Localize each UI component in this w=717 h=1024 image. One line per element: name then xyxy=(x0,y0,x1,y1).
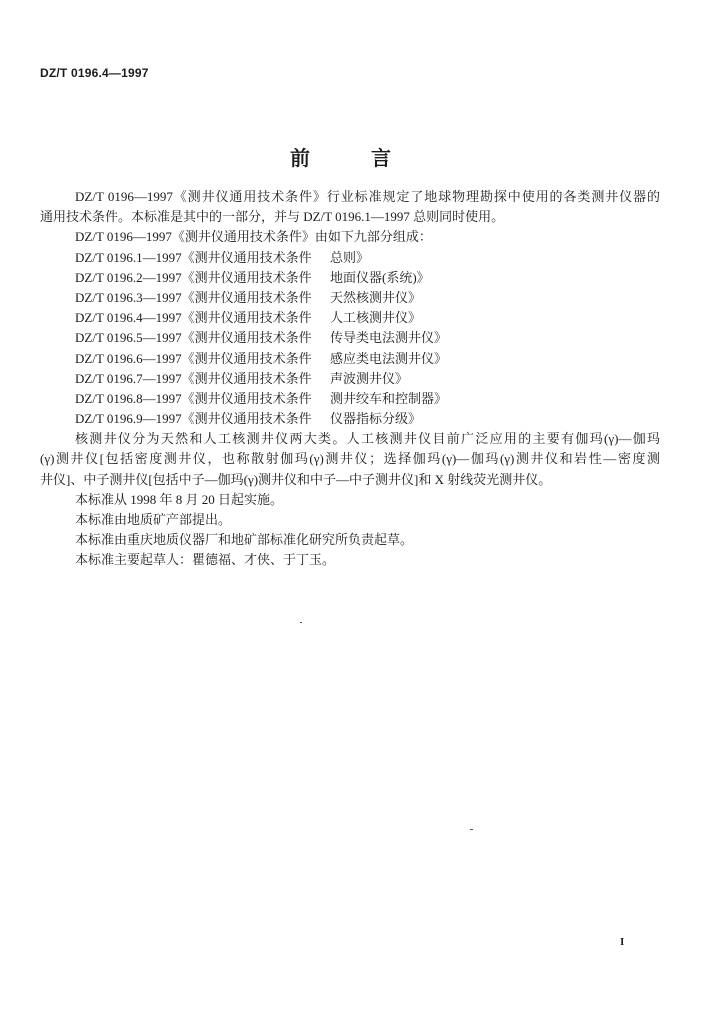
intro-line-2: 通用技术条件。本标准是其中的一部分，并与 DZ/T 0196.1—1997 总则同时使用。 xyxy=(40,209,505,225)
part-list-item xyxy=(40,389,660,409)
part-series: 《测井仪通用技术条件 xyxy=(181,350,312,366)
part-code: DZ/T 0196.1—1997 xyxy=(75,249,182,265)
part-series: 《测井仪通用技术条件 xyxy=(181,330,312,346)
page-number: I xyxy=(620,936,625,948)
part-list-item xyxy=(40,268,660,288)
part-code: DZ/T 0196.8—1997 xyxy=(75,390,182,406)
note-proposer: 本标准由地质矿产部提出。 xyxy=(75,512,232,527)
part-name: 仪器指标分级》 xyxy=(330,411,422,427)
part-code: DZ/T 0196.2—1997 xyxy=(75,269,182,285)
part-series: 《测井仪通用技术条件 xyxy=(181,370,312,386)
part-name: 天然核测井仪》 xyxy=(330,289,422,305)
scan-speck xyxy=(470,829,473,830)
part-name: 总则》 xyxy=(330,249,370,265)
composition-intro: DZ/T 0196—1997《测井仪通用技术条件》由如下九部分组成： xyxy=(75,229,432,245)
note-effective-date: 本标准从 1998 年 8 月 20 日起实施。 xyxy=(75,491,284,507)
part-list-item xyxy=(40,248,660,268)
page-title: 前 言 xyxy=(290,148,391,170)
part-name: 人工核测井仪》 xyxy=(330,310,422,326)
part-name: 地面仪器(系统)》 xyxy=(330,269,430,285)
part-list-item xyxy=(40,369,660,389)
part-code: DZ/T 0196.7—1997 xyxy=(75,370,182,386)
foreword-body xyxy=(40,187,660,571)
note-drafting-units: 本标准由重庆地质仪器厂和地矿部标准化研究所负责起草。 xyxy=(75,532,414,548)
part-list-item xyxy=(40,308,660,328)
part-code: DZ/T 0196.5—1997 xyxy=(75,330,182,346)
part-code: DZ/T 0196.3—1997 xyxy=(75,289,182,305)
nuclear-paragraph-line-3: 井仪]、中子测井仪[包括中子—伽玛(γ)测井仪和中子—中子测井仪]和 X 射线荧光测井仪。 xyxy=(40,471,552,487)
part-series: 《测井仪通用技术条件 xyxy=(181,411,312,427)
part-list-item xyxy=(40,328,660,348)
nuclear-paragraph-line-1: 核测井仪分为天然和人工核测井仪两大类。人工核测井仪目前广泛应用的主要有伽玛(γ)—伽玛 xyxy=(75,431,660,447)
scan-speck xyxy=(300,622,302,623)
part-series: 《测井仪通用技术条件 xyxy=(181,310,312,326)
part-list-item xyxy=(40,349,660,369)
part-series: 《测井仪通用技术条件 xyxy=(181,390,312,406)
part-code: DZ/T 0196.4—1997 xyxy=(75,310,182,326)
part-list-item xyxy=(40,288,660,308)
note-drafters: 本标准主要起草人：瞿德福、才侠、于丁玉。 xyxy=(75,552,336,568)
part-name: 传导类电法测井仪》 xyxy=(330,330,448,346)
intro-line-1: DZ/T 0196—1997《测井仪通用技术条件》行业标准规定了地球物理勘探中使用的各类测井仪器的 xyxy=(75,189,660,204)
part-series: 《测井仪通用技术条件 xyxy=(181,249,312,265)
part-code: DZ/T 0196.6—1997 xyxy=(75,350,182,366)
standard-number-header: DZ/T 0196.4—1997 xyxy=(40,66,149,80)
part-series: 《测井仪通用技术条件 xyxy=(181,289,312,305)
part-name: 感应类电法测井仪》 xyxy=(330,350,448,366)
part-series: 《测井仪通用技术条件 xyxy=(181,269,312,285)
nuclear-paragraph-line-2: (γ)测井仪[包括密度测井仪，也称散射伽玛(γ)测井仪；选择伽玛(γ)—伽玛(γ)测井仪和岩性—密度测 xyxy=(40,451,660,467)
part-code: DZ/T 0196.9—1997 xyxy=(75,411,182,427)
part-name: 测井绞车和控制器》 xyxy=(330,390,448,406)
part-name: 声波测井仪》 xyxy=(330,370,409,386)
part-list-item xyxy=(40,409,660,429)
